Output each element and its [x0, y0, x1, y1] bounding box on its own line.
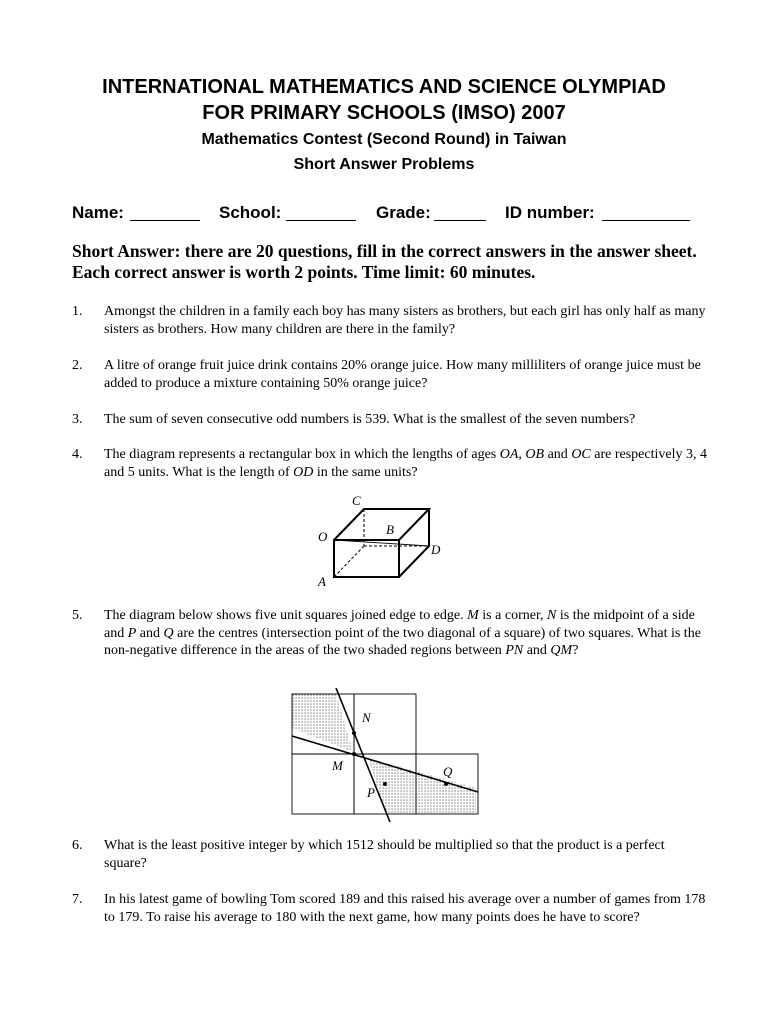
box-label-a: A [318, 574, 326, 589]
point-m [352, 752, 356, 756]
point-p [383, 782, 387, 786]
box-label-d: D [431, 542, 441, 557]
subtitle: Mathematics Contest (Second Round) in Taiwan [201, 131, 567, 148]
title-line-1: INTERNATIONAL MATHEMATICS AND SCIENCE OLYMPIAD [102, 76, 666, 98]
question-number: 4. [72, 447, 83, 462]
title-line-2: FOR PRIMARY SCHOOLS (IMSO) 2007 [202, 102, 566, 124]
label-n: N [362, 710, 371, 725]
label-p: P [367, 785, 375, 800]
shaded-region-upper [292, 694, 353, 752]
question-number: 3. [72, 412, 83, 427]
point-n [352, 731, 356, 735]
question-number: 2. [72, 358, 83, 373]
question-number: 7. [72, 892, 83, 907]
grade-blank[interactable] [434, 220, 486, 221]
box-label-b: B [386, 522, 394, 537]
school-blank[interactable] [286, 220, 356, 221]
point-q [444, 782, 448, 786]
name-label: Name: [72, 203, 124, 222]
school-label: School: [219, 203, 282, 222]
question-text: The diagram represents a rectangular box in which the lengths of ages OA, OB and OC are respectively 3, 4 and 5 units. What is the length of OD in the same units? [104, 447, 707, 480]
question-number: 5. [72, 608, 83, 623]
id-number-label: ID number: [505, 203, 595, 222]
label-q: Q [443, 764, 453, 779]
question-text: Amongst the children in a family each boy has many sisters as brothers, but each girl has only half as many sisters as brothers. How many children are there in the family? [104, 304, 706, 337]
question-text: What is the least positive integer by which 1512 should be multiplied so that the product is a perfect square? [104, 838, 665, 871]
instructions: Short Answer: there are 20 questions, fill in the correct answers in the answer sheet. Each correct answer is worth 2 points. Time limit: 60 minutes. [72, 241, 697, 282]
label-m: M [332, 758, 343, 773]
id-number-blank[interactable] [602, 220, 690, 221]
box-label-o: O [318, 529, 328, 544]
name-blank[interactable] [130, 220, 200, 221]
question-text: The diagram below shows five unit squares joined edge to edge. M is a corner, N is the midpoint of a side and P and Q are the centres (intersection point of the two diagonal of a square) of two squares. What is the non-negative difference in the areas of the two shaded regions between PN and QM? [104, 608, 701, 658]
question-text: The sum of seven consecutive odd numbers is 539. What is the smallest of the seven numbers? [104, 412, 636, 427]
line-pn [336, 688, 390, 822]
squares-diagram [286, 688, 486, 822]
question-text: In his latest game of bowling Tom scored 189 and this raised his average over a number of games from 178 to 179. To raise his average to 180 with the next game, how many points does he have to score? [104, 892, 706, 925]
box-diagram [310, 488, 450, 592]
question-number: 6. [72, 838, 83, 853]
box-hidden-edge [334, 546, 364, 577]
grade-label: Grade: [376, 203, 431, 222]
box-right-edges [399, 509, 429, 577]
question-text: A litre of orange fruit juice drink contains 20% orange juice. How many milliliters of orange juice must be added to produce a mixture containing 50% orange juice? [104, 358, 701, 391]
box-top-edges [334, 509, 429, 540]
unit-square [292, 754, 354, 814]
section-title: Short Answer Problems [293, 156, 475, 173]
question-number: 1. [72, 304, 83, 319]
box-label-c: C [352, 493, 361, 508]
